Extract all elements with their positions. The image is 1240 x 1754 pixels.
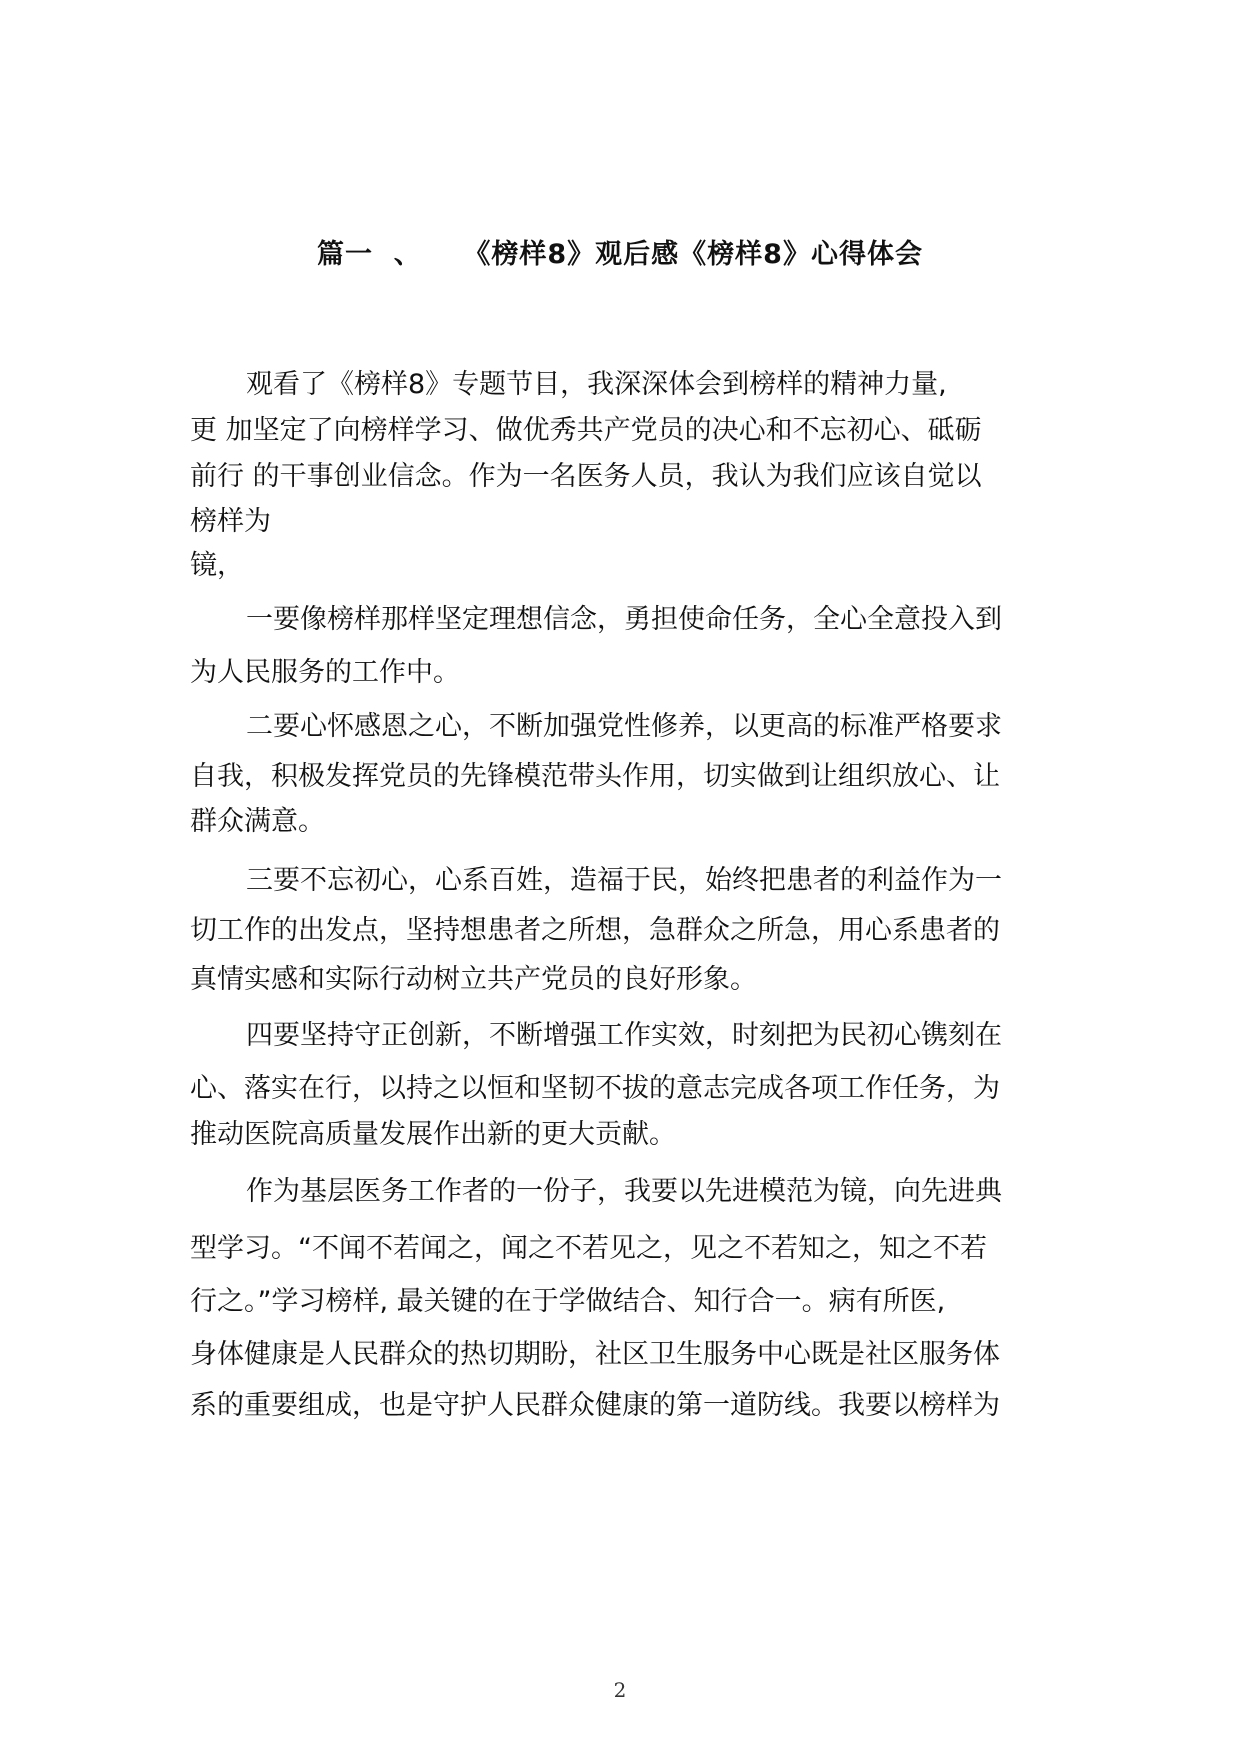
paragraph-line: 真情实感和实际行动树立共产党员的良好形象。	[190, 964, 757, 995]
paragraph-line: 心、落实在行，以持之以恒和坚韧不拔的意志完成各项工作任务，为	[190, 1073, 1000, 1104]
paragraph-line: 身体健康是人民群众的热切期盼，社区卫生服务中心既是社区服务体	[190, 1339, 1000, 1370]
paragraph-line: 榜样为	[190, 506, 271, 537]
document-title: 篇一 、 《榜样8》观后感《榜样8》心得体会	[317, 239, 923, 270]
paragraph-line: 二要心怀感恩之心，不断加强党性修养，以更高的标准严格要求	[246, 711, 1002, 742]
paragraph-line: 系的重要组成，也是守护人民群众健康的第一道防线。我要以榜样为	[190, 1390, 1000, 1421]
paragraph-line: 镜，	[190, 550, 244, 581]
paragraph-line: 行之。”学习榜样, 最关键的在于学做结合、知行合一。病有所医,	[190, 1286, 946, 1317]
page-number: 2	[613, 1678, 627, 1702]
paragraph-line: 为人民服务的工作中。	[190, 657, 460, 688]
paragraph-line: 切工作的出发点，坚持想患者之所想，急群众之所急，用心系患者的	[190, 915, 1000, 946]
paragraph-line: 作为基层医务工作者的一份子，我要以先进模范为镜，向先进典	[246, 1176, 1002, 1207]
paragraph-line: 三要不忘初心，心系百姓，造福于民，始终把患者的利益作为一	[246, 865, 1002, 896]
paragraph-line: 四要坚持守正创新，不断增强工作实效，时刻把为民初心镌刻在	[246, 1020, 1002, 1051]
paragraph-line: 观看了《榜样8》专题节目，我深深体会到榜样的精神力量,	[246, 369, 947, 400]
paragraph-line: 推动医院高质量发展作出新的更大贡献。	[190, 1119, 676, 1150]
paragraph-line: 自我，积极发挥党员的先锋模范带头作用，切实做到让组织放心、让	[190, 761, 1000, 792]
paragraph-line: 型学习。“不闻不若闻之，闻之不若见之，见之不若知之，知之不若	[190, 1233, 987, 1264]
paragraph-line: 一要像榜样那样坚定理想信念，勇担使命任务，全心全意投入到	[246, 604, 1002, 635]
paragraph-line: 前行 的干事创业信念。作为一名医务人员，我认为我们应该自觉以	[190, 461, 982, 492]
paragraph-line: 更 加坚定了向榜样学习、做优秀共产党员的决心和不忘初心、砥砺	[190, 415, 982, 446]
paragraph-line: 群众满意。	[190, 806, 325, 837]
